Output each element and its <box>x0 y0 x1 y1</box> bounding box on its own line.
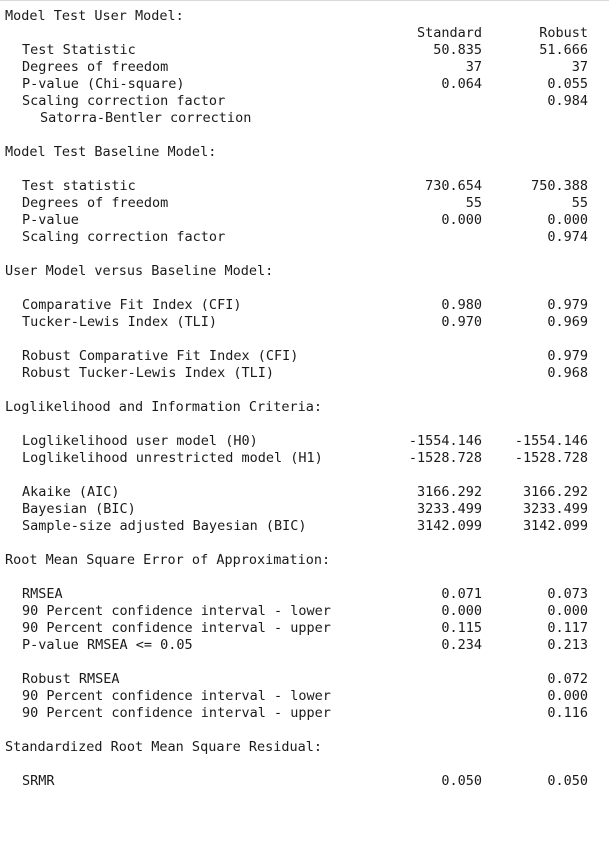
row-robust-value: 37 <box>571 59 588 75</box>
row-label: Test Statistic <box>22 42 136 58</box>
table-row <box>0 773 588 790</box>
table-row <box>0 501 588 518</box>
row-robust-value: 0.072 <box>547 671 588 687</box>
row-label: Satorra-Bentler correction <box>40 110 252 126</box>
row-label: 90 Percent confidence interval - upper <box>22 705 331 721</box>
table-row <box>0 297 588 314</box>
row-label: SRMR <box>22 773 55 789</box>
table-row <box>0 620 588 637</box>
section-title <box>0 552 331 569</box>
section-title <box>0 263 274 280</box>
row-standard-value: 0.000 <box>441 212 482 228</box>
column-headers <box>0 25 588 42</box>
row-robust-value: 0.000 <box>547 212 588 228</box>
row-label: Tucker-Lewis Index (TLI) <box>22 314 218 330</box>
row-standard-value: 37 <box>465 59 482 75</box>
row-robust-value: 0.000 <box>547 603 588 619</box>
row-standard-value: 3166.292 <box>416 484 482 500</box>
row-standard-value: 0.071 <box>441 586 482 602</box>
row-label: Loglikelihood user model (H0) <box>22 433 258 449</box>
row-robust-value: 0.117 <box>547 620 588 636</box>
row-label: P-value <box>22 212 79 228</box>
row-robust-value: 0.073 <box>547 586 588 602</box>
section-title-text: Model Test Baseline Model: <box>5 144 217 160</box>
table-row <box>0 671 588 688</box>
table-row <box>0 484 588 501</box>
row-label: 90 Percent confidence interval - upper <box>22 620 331 636</box>
row-robust-value: -1528.728 <box>514 450 588 466</box>
row-standard-value: -1528.728 <box>408 450 482 466</box>
table-row <box>0 93 588 110</box>
row-robust-value: 0.055 <box>547 76 588 92</box>
row-standard-value: 55 <box>465 195 482 211</box>
row-standard-value: 730.654 <box>425 178 482 194</box>
table-row <box>0 603 588 620</box>
row-robust-value: 55 <box>571 195 588 211</box>
row-label: Comparative Fit Index (CFI) <box>22 297 242 313</box>
table-row <box>0 688 588 705</box>
table-row <box>0 212 588 229</box>
row-label: Scaling correction factor <box>22 229 226 245</box>
top-border <box>0 0 609 1</box>
row-standard-value: 50.835 <box>433 42 482 58</box>
section-title <box>0 739 322 756</box>
row-standard-value: 0.970 <box>441 314 482 330</box>
row-robust-value: 0.979 <box>547 348 588 364</box>
table-row <box>0 229 588 246</box>
table-row <box>0 433 588 450</box>
table-row <box>0 518 588 535</box>
row-standard-value: 0.064 <box>441 76 482 92</box>
table-row <box>0 59 588 76</box>
section-title-text: Root Mean Square Error of Approximation: <box>5 552 331 568</box>
table-row <box>0 705 588 722</box>
section-title-text: User Model versus Baseline Model: <box>5 263 274 279</box>
row-robust-value: 0.968 <box>547 365 588 381</box>
table-row <box>0 110 252 127</box>
row-label: 90 Percent confidence interval - lower <box>22 603 331 619</box>
row-standard-value: 0.980 <box>441 297 482 313</box>
row-robust-value: 3142.099 <box>522 518 588 534</box>
row-standard-value: 3142.099 <box>416 518 482 534</box>
row-standard-value: 0.234 <box>441 637 482 653</box>
row-standard-value: -1554.146 <box>408 433 482 449</box>
row-label: Loglikelihood unrestricted model (H1) <box>22 450 323 466</box>
section-title <box>0 8 184 25</box>
table-row <box>0 42 588 59</box>
row-label: Robust RMSEA <box>22 671 120 687</box>
section-title-text: Standardized Root Mean Square Residual: <box>5 739 322 755</box>
row-label: Sample-size adjusted Bayesian (BIC) <box>22 518 307 534</box>
table-row <box>0 314 588 331</box>
row-robust-value: 0.050 <box>547 773 588 789</box>
row-robust-value: -1554.146 <box>514 433 588 449</box>
table-row <box>0 586 588 603</box>
section-title-text: Model Test User Model: <box>5 8 184 24</box>
column-header-robust: Robust <box>539 25 588 41</box>
table-row <box>0 365 588 382</box>
row-robust-value: 0.984 <box>547 93 588 109</box>
row-label: 90 Percent confidence interval - lower <box>22 688 331 704</box>
table-row <box>0 76 588 93</box>
table-row <box>0 450 588 467</box>
section-title <box>0 144 217 161</box>
row-label: P-value (Chi-square) <box>22 76 185 92</box>
row-label: Bayesian (BIC) <box>22 501 136 517</box>
row-robust-value: 0.213 <box>547 637 588 653</box>
section-title <box>0 399 322 416</box>
row-robust-value: 0.116 <box>547 705 588 721</box>
row-label: Robust Tucker-Lewis Index (TLI) <box>22 365 274 381</box>
row-label: Robust Comparative Fit Index (CFI) <box>22 348 299 364</box>
row-label: Degrees of freedom <box>22 59 169 75</box>
row-robust-value: 3166.292 <box>522 484 588 500</box>
table-row <box>0 178 588 195</box>
row-robust-value: 0.979 <box>547 297 588 313</box>
table-row <box>0 348 588 365</box>
section-title-text: Loglikelihood and Information Criteria: <box>5 399 322 415</box>
row-label: P-value RMSEA <= 0.05 <box>22 637 193 653</box>
row-robust-value: 51.666 <box>539 42 588 58</box>
row-label: Scaling correction factor <box>22 93 226 109</box>
row-label: Akaike (AIC) <box>22 484 120 500</box>
row-label: Test statistic <box>22 178 136 194</box>
row-robust-value: 3233.499 <box>522 501 588 517</box>
column-header-standard: Standard <box>416 25 482 41</box>
table-row <box>0 637 588 654</box>
row-standard-value: 0.000 <box>441 603 482 619</box>
row-label: RMSEA <box>22 586 63 602</box>
row-robust-value: 0.969 <box>547 314 588 330</box>
table-row <box>0 195 588 212</box>
row-robust-value: 0.000 <box>547 688 588 704</box>
row-standard-value: 3233.499 <box>416 501 482 517</box>
row-robust-value: 750.388 <box>531 178 588 194</box>
row-robust-value: 0.974 <box>547 229 588 245</box>
row-label: Degrees of freedom <box>22 195 169 211</box>
row-standard-value: 0.115 <box>441 620 482 636</box>
row-standard-value: 0.050 <box>441 773 482 789</box>
